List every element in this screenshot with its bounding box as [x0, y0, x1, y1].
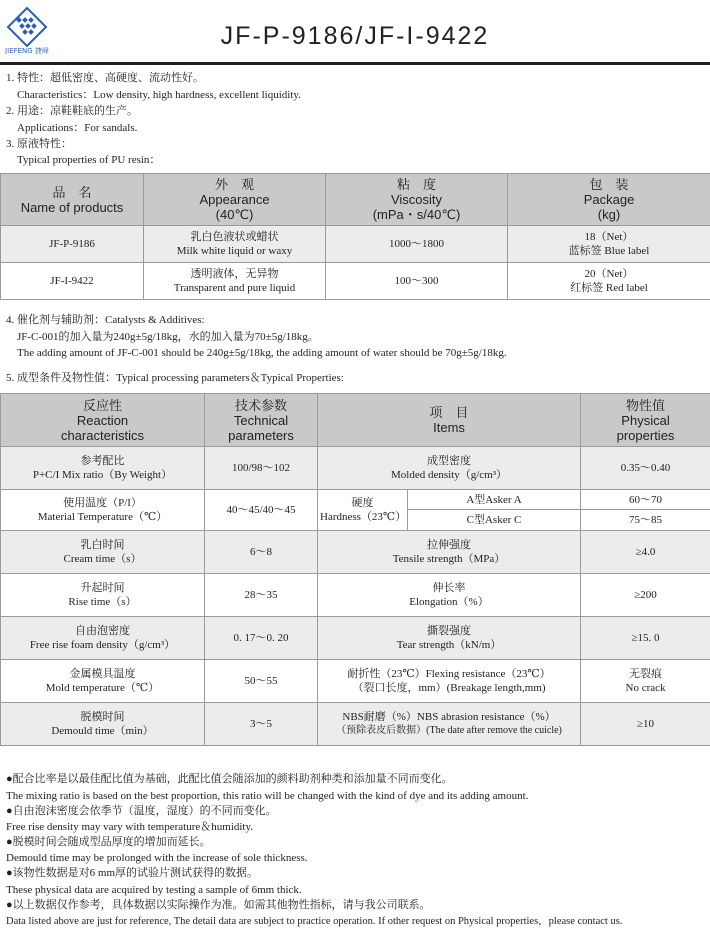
logo-text: JIEFENG 捷峰 [5, 47, 49, 54]
header-technical: 技术参数 Technical parameters [205, 394, 318, 447]
applications-zh: 2. 用途：凉鞋鞋底的生产。 [6, 105, 138, 117]
tech-cell: 6～8 [205, 531, 318, 574]
processing-heading: 5. 成型条件及物性值：Typical processing parameters＆Typical Properties: [6, 372, 344, 384]
tech-cell: 50～55 [205, 660, 318, 703]
tech-cell: 28～35 [205, 574, 318, 617]
viscosity-cell: 100～300 [326, 263, 508, 300]
value-cell: 75～85 [581, 510, 710, 531]
resin-table-header [1, 174, 710, 226]
resin-properties-en: Typical properties of PU resin： [17, 154, 161, 166]
reaction-cell: 自由泡密度 Free rise foam density（g/cm³） [1, 617, 205, 660]
item-cell: 拉伸强度 Tensile strength（MPa） [318, 531, 581, 574]
reaction-cell: 金属模具温度 Mold temperature（℃） [1, 660, 205, 703]
table-row [1, 490, 710, 510]
package-cell: 18（Net） 蓝标签 Blue label [508, 226, 710, 263]
value-cell: ≥15. 0 [581, 617, 710, 660]
note-line: Demould time may be prolonged with the increase of sole thickness. [6, 852, 308, 864]
product-name: JF-P-9186 [1, 226, 144, 263]
item-cell: NBS耐磨（%）NBS abrasion resistance（%） （预除表皮后数据）(The date after remove the cuicle) [318, 703, 581, 746]
value-cell: 0.35～0.40 [581, 447, 710, 490]
header-properties: 物性值 Physical properties [581, 394, 710, 447]
note-line: ●以上数据仅作参考，具体数据以实际操作为准。如需其他物性指标，请与我公司联系。 [6, 899, 431, 911]
tech-cell: 3～5 [205, 703, 318, 746]
note-line: ●自由泡沫密度会依季节（温度，湿度）的不同而变化。 [6, 805, 277, 817]
item-cell: 成型密度 Molded density（g/cm³） [318, 447, 581, 490]
catalysts-zh: JF-C-001的加入量为240g±5g/18kg，水的加入量为70±5g/18kg。 [17, 331, 319, 343]
item-cell: 硬度 Hardness（23℃） [318, 490, 408, 531]
characteristics-en: Characteristics：Low density, high hardness, excellent liquidity. [17, 89, 301, 101]
resin-properties-zh: 3. 原液特性： [6, 138, 72, 150]
header-viscosity: 粘 度 Viscosity (mPa・s/40℃) [326, 174, 508, 226]
header-reaction: 反应性 Reaction characteristics [1, 394, 205, 447]
table-row [1, 226, 710, 263]
value-cell: ≥10 [581, 703, 710, 746]
characteristics-zh: 1. 特性：超低密度、高硬度、流动性好。 [6, 72, 204, 84]
table-row [1, 263, 710, 300]
reaction-cell: 脱模时间 Demould time（min） [1, 703, 205, 746]
item-cell: 伸长率 Elongation（%） [318, 574, 581, 617]
resin-properties-table [0, 173, 710, 300]
process-table-header [1, 394, 710, 447]
table-row [1, 660, 710, 703]
value-cell: ≥4.0 [581, 531, 710, 574]
tech-cell: 40～45/40～45 [205, 490, 318, 531]
note-line: Free rise density may vary with temperature＆humidity. [6, 821, 254, 833]
table-row [1, 447, 710, 490]
catalysts-en: The adding amount of JF-C-001 should be 240g±5g/18kg, the adding amount of water should be 70g±5g/18kg. [17, 347, 507, 359]
table-row [1, 617, 710, 660]
hardness-c-label: C型Asker C [408, 510, 581, 531]
processing-properties-table [0, 393, 710, 746]
note-line: Data listed above are just for reference, The detail data are subject to practice operation. If other request on Physical properties，please contact us. [6, 916, 623, 927]
table-row [1, 574, 710, 617]
note-line: ●配合比率是以最佳配比值为基础，此配比值会随添加的颜料助剂种类和添加量不同而变化。 [6, 773, 453, 785]
note-line: These physical data are acquired by testing a sample of 6mm thick. [6, 884, 302, 896]
page-title: JF-P-9186/JF-I-9422 [220, 22, 490, 50]
reaction-cell: 乳白时间 Cream time（s） [1, 531, 205, 574]
note-line: The mixing ratio is based on the best proportion, this ratio will be changed with the kind of dye and its adding amount. [6, 790, 529, 802]
appearance-cell: 透明液体，无异物 Transparent and pure liquid [144, 263, 326, 300]
product-name: JF-I-9422 [1, 263, 144, 300]
hardness-a-label: A型Asker A [408, 490, 581, 510]
value-cell: 无裂痕 No crack [581, 660, 710, 703]
tech-cell: 100/98～102 [205, 447, 318, 490]
appearance-cell: 乳白色液状或蜡状 Milk white liquid or waxy [144, 226, 326, 263]
header-items: 项 目 Items [318, 394, 581, 447]
item-cell: 撕裂强度 Tear strength（kN/m） [318, 617, 581, 660]
viscosity-cell: 1000～1800 [326, 226, 508, 263]
note-line: ●脱模时间会随成型品厚度的增加而延长。 [6, 836, 211, 848]
value-cell: ≥200 [581, 574, 710, 617]
header-rule [0, 62, 710, 65]
reaction-cell: 升起时间 Rise time（s） [1, 574, 205, 617]
catalysts-heading: 4. 催化剂与辅助剂：Catalysts & Additives: [6, 314, 205, 326]
table-row [1, 703, 710, 746]
document-header [0, 0, 710, 64]
reaction-cell: 使用温度（P/I） Material Temperature（℃） [1, 490, 205, 531]
tech-cell: 0. 17～0. 20 [205, 617, 318, 660]
header-package: 包 装 Package (kg) [508, 174, 710, 226]
applications-en: Applications：For sandals. [17, 122, 138, 134]
value-cell: 60～70 [581, 490, 710, 510]
item-cell: 耐折性（23℃）Flexing resistance（23℃） （裂口长度，mm）(Breakage length,mm) [318, 660, 581, 703]
header-product-name: 品 名 Name of products [1, 174, 144, 226]
header-appearance: 外 观 Appearance (40℃) [144, 174, 326, 226]
package-cell: 20（Net） 红标签 Red label [508, 263, 710, 300]
note-line: ●该物性数据是对6 mm厚的试验片测试获得的数据。 [6, 867, 259, 879]
table-row [1, 531, 710, 574]
reaction-cell: 参考配比 P+C/I Mix ratio（By Weight） [1, 447, 205, 490]
